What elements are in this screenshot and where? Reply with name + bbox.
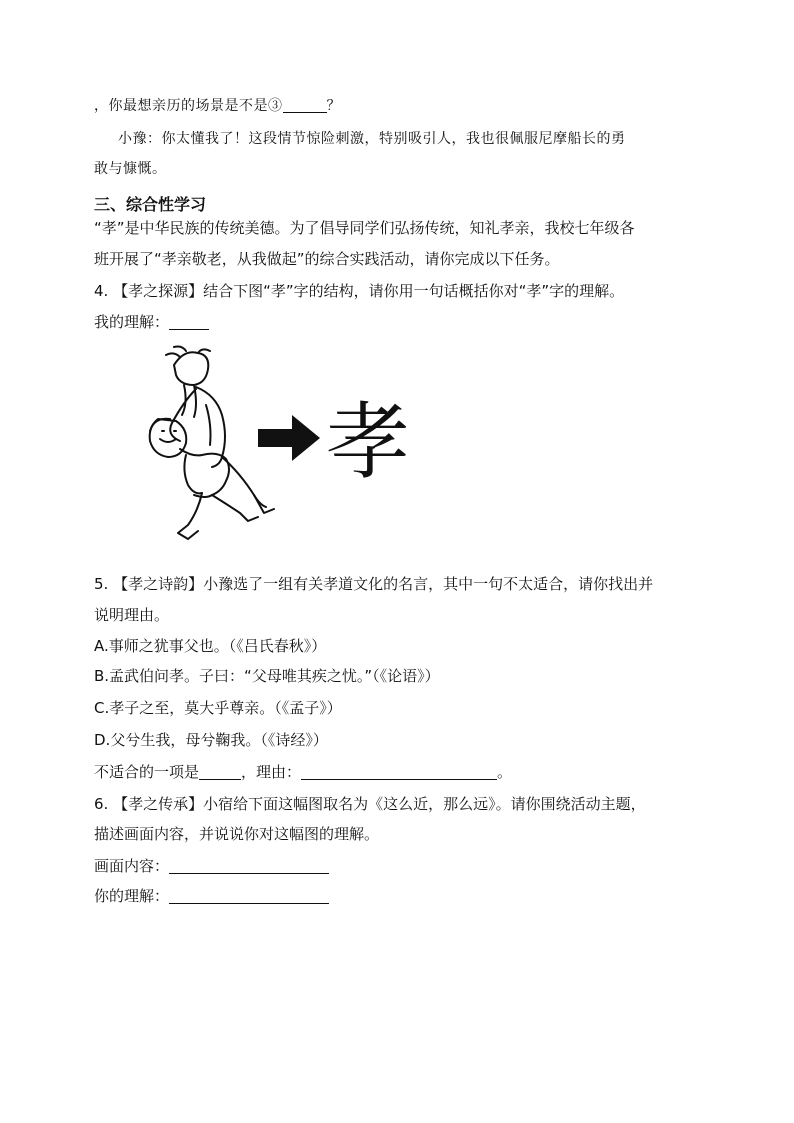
question-5-line-2: 说明理由。 (94, 606, 170, 624)
answer-blank-6-understanding[interactable] (169, 887, 329, 904)
answer-blank-4[interactable] (169, 313, 209, 330)
answer-blank-5-reason[interactable] (301, 763, 497, 780)
answer-blank-6-content[interactable] (169, 857, 329, 874)
question-5-line-1: 5. 【孝之诗韵】小豫选了一组有关孝道文化的名言，其中一句不太适合，请你找出并 (94, 575, 654, 593)
section-title: 三、综合性学习 (94, 195, 207, 214)
arrow-right-icon (258, 415, 320, 461)
xiao-character-illustration (136, 345, 406, 555)
option-b: B.孟武伯问孝。子曰：“父母唯其疾之忧。”（《论语》） (94, 667, 440, 685)
question-6-content: 画面内容： (94, 856, 329, 876)
elder-carried-by-child-icon (136, 345, 406, 555)
question-6-line-1: 6. 【孝之传承】小宿给下面这幅图取名为《这么近，那么远》。请你围绕活动主题， (94, 795, 646, 813)
question-4-answer: 我的理解： (94, 312, 209, 332)
question-6-line-2: 描述画面内容，并说说你对这幅图的理解。 (94, 825, 380, 843)
option-d: D.父兮生我，母兮鞠我。（《诗经》） (94, 731, 328, 749)
question-5-answer: 不适合的一项是 ，理由： 。 (94, 763, 513, 781)
question-6-understanding: 你的理解： (94, 886, 329, 906)
question-4: 4. 【孝之探源】结合下图“孝”字的结构，请你用一句话概括你对“孝”字的理解。 (94, 282, 625, 300)
option-a: A.事师之犹事父也。（《吕氏春秋》） (94, 637, 327, 655)
answer-blank-3[interactable] (283, 96, 327, 113)
dialogue-line-3: 敢与慷慨。 (94, 161, 167, 177)
answer-blank-5-option[interactable] (199, 763, 241, 780)
dialogue-line-1: ，你最想亲历的场景是不是③ ？ (94, 98, 341, 114)
seal-script-xiao: 孝 (325, 393, 406, 491)
option-c: C.孝子之至，莫大乎尊亲。（《孟子》） (94, 699, 342, 717)
section-intro-line-2: 班开展了“孝亲敬老，从我做起”的综合实践活动，请你完成以下任务。 (94, 250, 560, 268)
dialogue-line-2: 小豫：你太懂我了！这段情节惊险刺激，特别吸引人，我也很佩服尼摩船长的勇 (118, 131, 626, 147)
section-intro-line-1: “孝”是中华民族的传统美德。为了倡导同学们弘扬传统，知礼孝亲，我校七年级各 (94, 219, 635, 237)
